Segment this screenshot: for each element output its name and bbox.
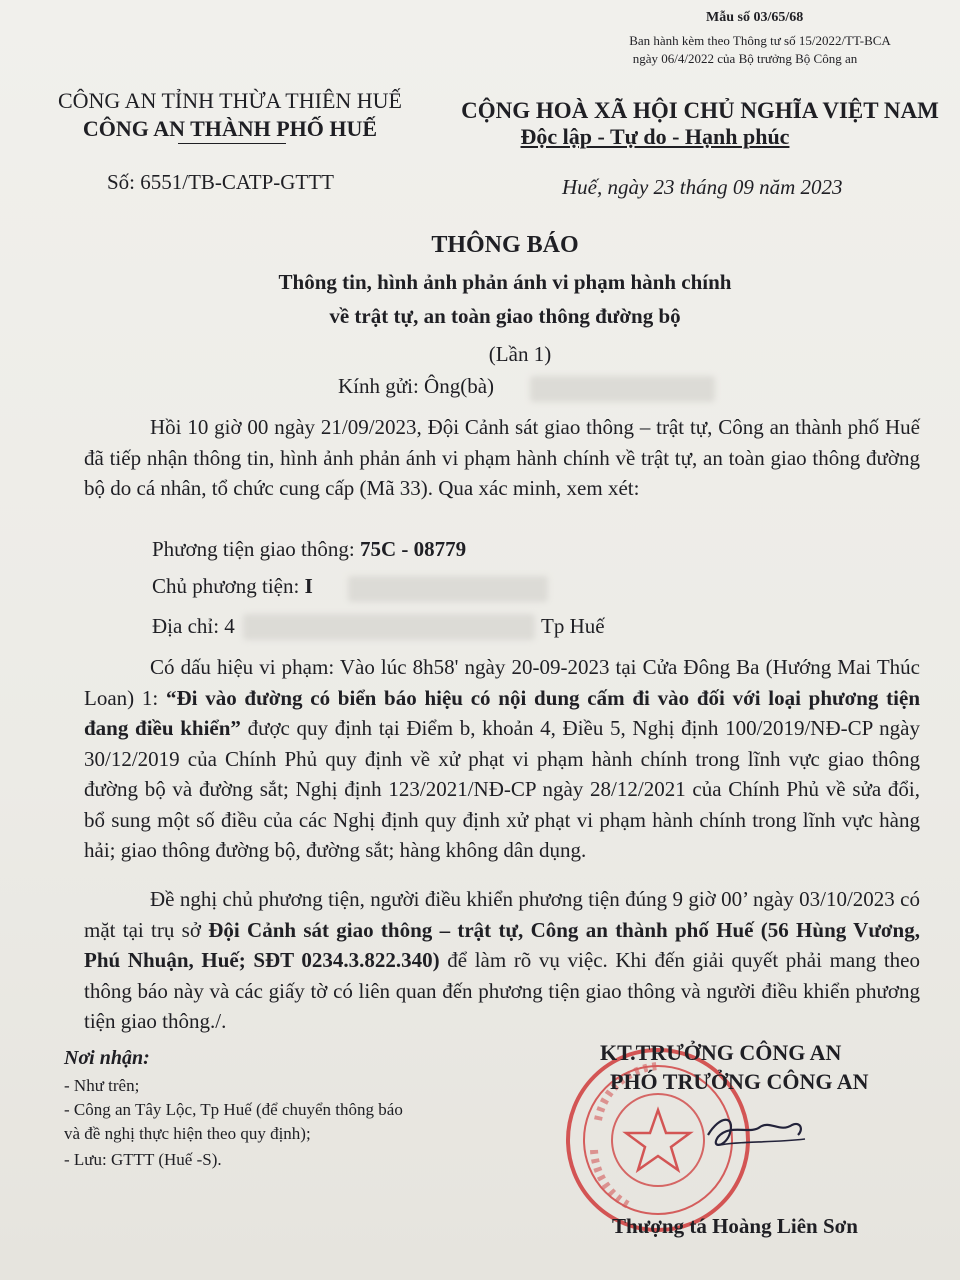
redacted-address: [243, 614, 535, 640]
agency-name: CÔNG AN THÀNH PHỐ HUẾ: [82, 116, 378, 141]
handwritten-signature: [700, 1105, 810, 1160]
country-name: CỘNG HOÀ XÃ HỘI CHỦ NGHĨA VIỆT NAM: [461, 98, 939, 123]
form-note-2: ngày 06/4/2022 của Bộ trưởng Bộ Công an: [632, 51, 858, 66]
request-text-2: để làm rõ vụ việc. Khi đến giải quyết phải mang theo thông báo này và các giấy tờ có liên quan đến phương tiện giao thông và người điều khiển phương tiện giao thông./.: [84, 948, 921, 1033]
recipients-item-4: - Lưu: GTTT (Huế -S).: [64, 1150, 222, 1169]
signer-title-2: PHÓ TRƯỞNG CÔNG AN: [610, 1069, 869, 1094]
signer-name: Thượng tá Hoàng Liên Sơn: [612, 1214, 858, 1238]
violation-quote: “Đi vào đường có biển báo hiệu có nội dung cấm đi vào đối với loại phương tiện đang điều khiển”: [84, 685, 920, 740]
title-line-1: Thông tin, hình ảnh phản ánh vi phạm hành chính: [278, 270, 732, 294]
form-number: Mẫu số 03/65/68: [706, 10, 804, 25]
agency-parent: CÔNG AN TỈNH THỪA THIÊN HUẾ: [57, 88, 402, 113]
vehicle-label: Phương tiện giao thông:: [152, 537, 360, 561]
address-city: Tp Huế: [541, 614, 605, 638]
title-line-2: về trật tự, an toàn giao thông đường bộ: [329, 304, 681, 328]
owner-label: Chủ phương tiện:: [152, 574, 305, 598]
page-title: THÔNG BÁO: [431, 232, 579, 258]
redacted-recipient: [530, 376, 715, 402]
vehicle-plate: 75C - 08779: [359, 537, 467, 561]
agency-underline: [178, 143, 286, 144]
recipients-heading: Nơi nhận:: [64, 1047, 150, 1069]
document-number: Số: 6551/TB-CATP-GTTT: [107, 170, 334, 194]
violation-text-2: được quy định tại Điểm b, khoản 4, Điều 5, Nghị định 100/2019/NĐ-CP ngày 30/12/2019 của Chính Phủ quy định về xử phạt vi phạm hành chính trong lĩnh vực giao thông đường bộ và đường sắt; Nghị định 123/2021/NĐ-CP ngày 28/12/2021 của Chính Phủ về sửa đổi, bổ sung một số điều của các Nghị định quy định xử phạt vi phạm hành chính trong lĩnh vực hàng hải; giao thông đường bộ, đường sắt; hàng không dân dụng.: [84, 716, 920, 862]
form-note-1: Ban hành kèm theo Thông tư số 15/2022/TT-BCA: [629, 33, 891, 48]
vehicle-line: [152, 537, 466, 562]
address-label: Địa chỉ: 4: [152, 614, 235, 638]
request-text-1: Đề nghị chủ phương tiện, người điều khiển phương tiện đúng 9 giờ 00’ ngày 03/10/2023 có mặt tại trụ sở: [84, 887, 920, 942]
recipients-item-2: - Công an Tây Lộc, Tp Huế (để chuyển thông báo: [64, 1100, 403, 1119]
recipients-item-3: và đề nghị thực hiện theo quy định);: [64, 1124, 311, 1143]
signer-title-1: KT.TRƯỞNG CÔNG AN: [600, 1040, 842, 1065]
owner-partial: I: [304, 574, 313, 598]
recipients-item-1: - Như trên;: [64, 1076, 140, 1095]
intro-paragraph: Hồi 10 giờ 00 ngày 21/09/2023, Đội Cảnh sát giao thông – trật tự, Công an thành phố Huế đã tiếp nhận thông tin, hình ảnh phản ánh vi phạm hành chính về trật tự, an toàn giao thông đường bộ do cá nhân, tổ chức cung cấp (Mã 33). Qua xác minh, xem xét:: [84, 415, 920, 500]
recipient-label: Kính gửi: Ông(bà): [338, 374, 495, 398]
notice-count: (Lần 1): [488, 342, 552, 366]
violation-text-1: Có dấu hiệu vi phạm: Vào lúc 8h58' ngày 20-09-2023 tại Cửa Đông Ba (Hướng Mai Thúc Loan) 1:: [84, 655, 920, 710]
request-paragraph: [84, 884, 920, 1037]
request-office: Đội Cảnh sát giao thông – trật tự, Công an thành phố Huế (56 Hùng Vương, Phú Nhuận, Huế; SĐT 0234.3.822.340): [84, 917, 920, 972]
motto: Độc lập - Tự do - Hạnh phúc: [520, 124, 790, 149]
violation-paragraph: [84, 652, 920, 866]
place-date: Huế, ngày 23 tháng 09 năm 2023: [562, 175, 843, 199]
owner-line: [152, 574, 313, 599]
redacted-owner: [348, 576, 548, 602]
